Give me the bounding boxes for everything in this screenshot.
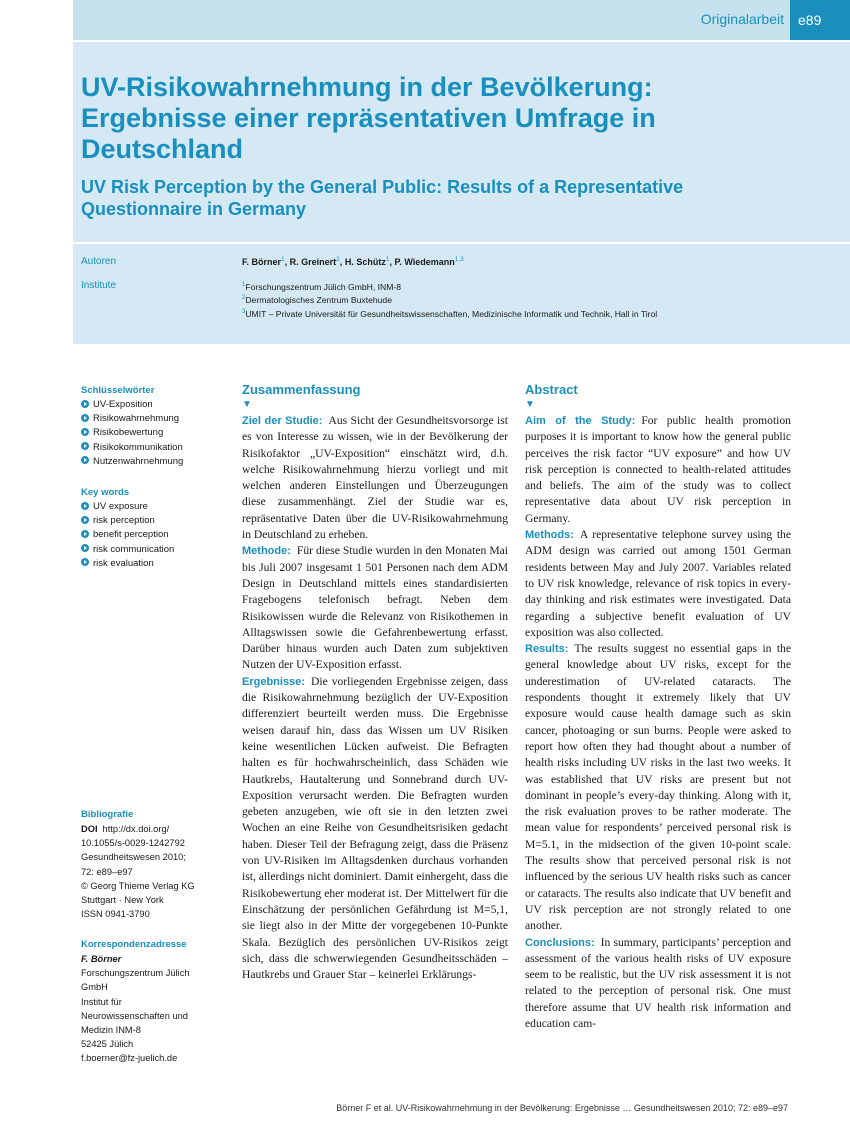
abstract-paragraph [525,641,791,934]
keyword-item [81,557,174,571]
keyword-item [81,543,174,557]
author-separator: , [389,257,395,267]
institute-name: Forschungszentrum Jülich GmbH, INM-8 [245,281,402,292]
summary-body [242,413,508,983]
keyword-item [81,514,174,528]
author-name: R. Greinert [289,257,337,267]
keyword-item [81,500,174,514]
arrow-down-icon: ▼ [242,399,252,410]
keyword-label: Risikobewertung [93,427,164,439]
keyword-label: risk communication [93,543,175,555]
keywords-en-list [81,500,174,571]
bibliography-text: © Georg Thieme Verlag KG [81,880,195,891]
bullet-arrow-icon [81,414,89,422]
section-label: Methods: [525,529,574,542]
author-list [242,256,464,267]
section-label: Ziel der Studie: [242,415,323,427]
keyword-label: Nutzenwahrnehmung [93,455,184,467]
abstract-body [525,413,791,1032]
keywords-de-title: Schlüsselwörter [81,385,155,396]
bibliography-line [81,879,221,893]
article-title-german: UV-Risikowahrnehmung in der Bevölkerung: Ergebnisse einer repräsentativen Umfrage in Deutschland [81,72,656,164]
section-label: Aim of the Study: [525,415,636,427]
bullet-arrow-icon [81,516,89,524]
section-label: Methode: [242,545,291,558]
keyword-item [81,426,183,440]
section-label: Results: [525,643,569,656]
author-affiliation: 1 [281,256,285,263]
abstract-paragraph [242,674,508,984]
author-affiliation: 1,3 [454,256,464,263]
institute-line [242,280,657,293]
author-name: F. Börner [242,257,282,267]
keywords-en-title: Key words [81,487,130,498]
bullet-arrow-icon [81,442,89,450]
institute-name: Dermatologisches Zentrum Buxtehude [245,295,392,306]
section-text: Aus Sicht der Gesundheitsvorsorge ist es von Interesse zu wissen, wie in der Bevölkerung der Risikofaktor „UV-Exposition“ einschätzt wird, d.h. welche Risikowahrnehmung hierzu vorliegt und mit welchen anderen Einstellungen und Überzeugungen diese zusammenhängt. Ziel der Studie war es, repräsentative Daten über die UV-Risikowahrnehmung in Deutschland zu erheben. [242,414,508,542]
correspondence-line: Forschungszentrum Jülich [81,968,190,979]
page-number: e89 [790,0,850,40]
bullet-arrow-icon [81,456,89,464]
page-footer: Börner F et al. UV-Risikowahrnehmung in der Bevölkerung: Ergebnisse … Gesundheitswesen 2010; 72: e89–e97 [336,1103,788,1113]
author-name: P. Wiedemann [394,257,455,267]
bibliography-line [81,893,221,907]
institute-number: 1 [242,282,246,288]
institute-line [242,293,657,306]
header-divider [73,242,850,244]
keyword-label: Risikokommunikation [93,441,183,453]
bibliography-text: Stuttgart · New York [81,895,164,906]
bibliography-line [81,865,221,879]
summary-column-german [242,382,508,983]
bibliography-line [81,836,221,850]
correspondence-name: F. Börner [81,954,122,964]
author-separator: , [284,257,290,267]
abstract-heading: Abstract [525,382,578,397]
correspondence-line: Institut für [81,996,122,1007]
keyword-item [81,441,183,455]
institute-line [242,307,657,320]
abstract-paragraph [525,413,791,527]
authors-label: Autoren [81,256,117,267]
section-text: In summary, participants’ perception and assessment of the various health risks of UV exposure seem to be realistic, but the UV risk assessment it is not related to the perception of personal risk. One must therefore assume that UV health risk information and education cam- [525,935,791,1030]
section-label: Ergebnisse: [242,675,305,688]
keyword-item [81,412,183,426]
bullet-arrow-icon [81,502,89,510]
abstract-paragraph [242,543,508,673]
author-separator: , [339,257,345,267]
keywords-de-list [81,398,183,469]
correspondence-line: Medizin INM-8 [81,1025,141,1036]
abstract-column-english [525,382,791,1032]
keyword-label: risk perception [93,515,155,527]
bibliography-line [81,907,221,921]
bibliography-text: http://dx.doi.org/ [102,824,170,834]
institutes-label: Institute [81,280,117,291]
article-title-english: UV Risk Perception by the General Public: Results of a Representative Questionnaire in Germany [81,177,684,219]
institute-name: UMIT – Private Universität für Gesundheitswissenschaften, Medizinische Informatik und Technik, Hall in Tirol [245,308,658,319]
section-label: Originalarbeit [700,11,784,27]
keyword-label: Risikowahrnehmung [93,413,180,425]
author-name: H. Schütz [344,257,386,267]
correspondence-title: Korrespondenzadresse [81,939,187,950]
keyword-item [81,398,183,412]
bibliography-text: 10.1055/s-0029-1242792 [81,838,185,849]
doi-label: DOI [81,824,98,834]
section-text: For public health promotion purposes it is important to know how the general public perceives the risk factor “UV exposure” and how UV risk perception is connected to health-related attitudes and beliefs. The aim of the study was to collect representative data about UV risk perception in Germany. [525,414,791,525]
section-text: A representative telephone survey using the ADM design was carried out among 1501 German residents between May and July 2007. Variables related to UV risk knowledge, relevance of risk topics in every-day thinking and risk estimates were investigated. Data regarding a subjective benefit evaluation of UV exposition was also collected. [525,528,791,639]
bullet-arrow-icon [81,530,89,538]
correspondence-line: f.boerner@fz-juelich.de [81,1053,178,1064]
abstract-paragraph [242,413,508,543]
bibliography-text: Gesundheitswesen 2010; [81,852,186,863]
author-affiliation: 2 [336,256,340,263]
keyword-label: UV exposure [93,501,148,512]
bibliography-line [81,822,221,836]
section-label: Conclusions: [525,936,595,949]
section-text: Für diese Studie wurden in den Monaten Mai bis Juli 2007 insgesamt 1 501 Personen nach dem ADM Design in Deutschland mittels eines standardisierten Fragebogens telefonisch befragt. Neben dem Risikowissen wurde die Relevanz von Risikothemen in Alltagswissen sowie die Gefahrenbewertung erfasst. Darüber hinaus wurden auch Daten zum subjektiven Nutzen der UV-Exposition erfasst. [242,544,508,672]
correspondence-line: Neurowissenschaften und [81,1010,188,1021]
keyword-item [81,455,183,469]
arrow-down-icon: ▼ [525,399,535,410]
institute-number: 3 [242,308,246,315]
summary-heading: Zusammenfassung [242,382,361,397]
bullet-arrow-icon [81,544,89,552]
section-text: The results suggest no essential gaps in the general knowledge about UV risks, except for the underestimation of UV-related cataracts. The respondents thought it extremely likely that UV exposure would cause health damage such as skin cancer, photoaging or sun burns. People were asked to report how often they had thought about a number of health risks including UV risks in the last two weeks. It was established that UV risks are present but not dominant in people’s every-day thinking. Along with it, the risk evaluation proves to be rather moderate. The mean value for respondents’ perceived personal risk is M=5.1, in the midsection of the given 10-point scale. The results show that perceived personal risk is not influenced by the serious UV health risks such as cancer or cataracts. The results also indicate that UV benefit and UV risk perception are not strongly related to one another. [525,642,791,933]
abstract-paragraph [525,527,791,641]
correspondence-line: GmbH [81,982,108,993]
correspondence-line: 52425 Jülich [81,1039,134,1050]
bibliography-block [81,822,221,921]
bullet-arrow-icon [81,400,89,408]
institute-number: 2 [242,295,246,302]
institute-list [242,280,657,320]
bibliography-text: 72: e89–e97 [81,866,133,877]
abstract-paragraph [525,935,791,1033]
bibliography-title: Bibliografie [81,809,134,820]
keyword-item [81,528,174,542]
bibliography-text: ISSN 0941-3790 [81,909,150,920]
correspondence-block [81,952,221,1066]
keyword-label: benefit perception [93,529,169,541]
bullet-arrow-icon [81,428,89,436]
bibliography-line [81,850,221,864]
keyword-label: UV-Exposition [93,399,153,410]
keyword-label: risk evaluation [93,557,154,569]
author-affiliation: 1 [385,256,390,263]
section-text: Die vorliegenden Ergebnisse zeigen, dass die Risikowahrnehmung bezüglich der UV-Exposition differenziert beurteilt werden muss. Die Ergebnisse weisen darauf hin, dass das Wissen um UV Risiken keine wesentlichen Lücken aufweist. Die Befragten halten es für hochwahrscheinlich, dass Schäden wie Hautkrebs, Hautalterung und Sonnebrand durch UV-Exposition verursacht werden. Die Befragten wurden gebeten anzugeben, wie oft sie in den letzten zwei Wochen an eine Reihe von Gesundheitsrisiken gedacht haben. Dieser Teil der Befragung zeigt, dass die Präsenz von UV-Risiken im Alltagsdenken durchaus vorhanden ist, allerdings nicht dominiert. Damit einhergeht, dass die Risikobewertung eher moderat ist. Der Mittelwert für die Einschätzung der persönlichen Gefährdung ist M=5,1, sie liegt also in der Mitte der vorgegebenen 10-Punkte Skala. Bezüglich des persönlichen UV-Risikos zeigt sich, dass die schwerwiegenden Gesundheitsschäden – Hautkrebs und Grauer Star – keinerlei Erklärungs- [242,674,508,982]
bullet-arrow-icon [81,558,89,566]
